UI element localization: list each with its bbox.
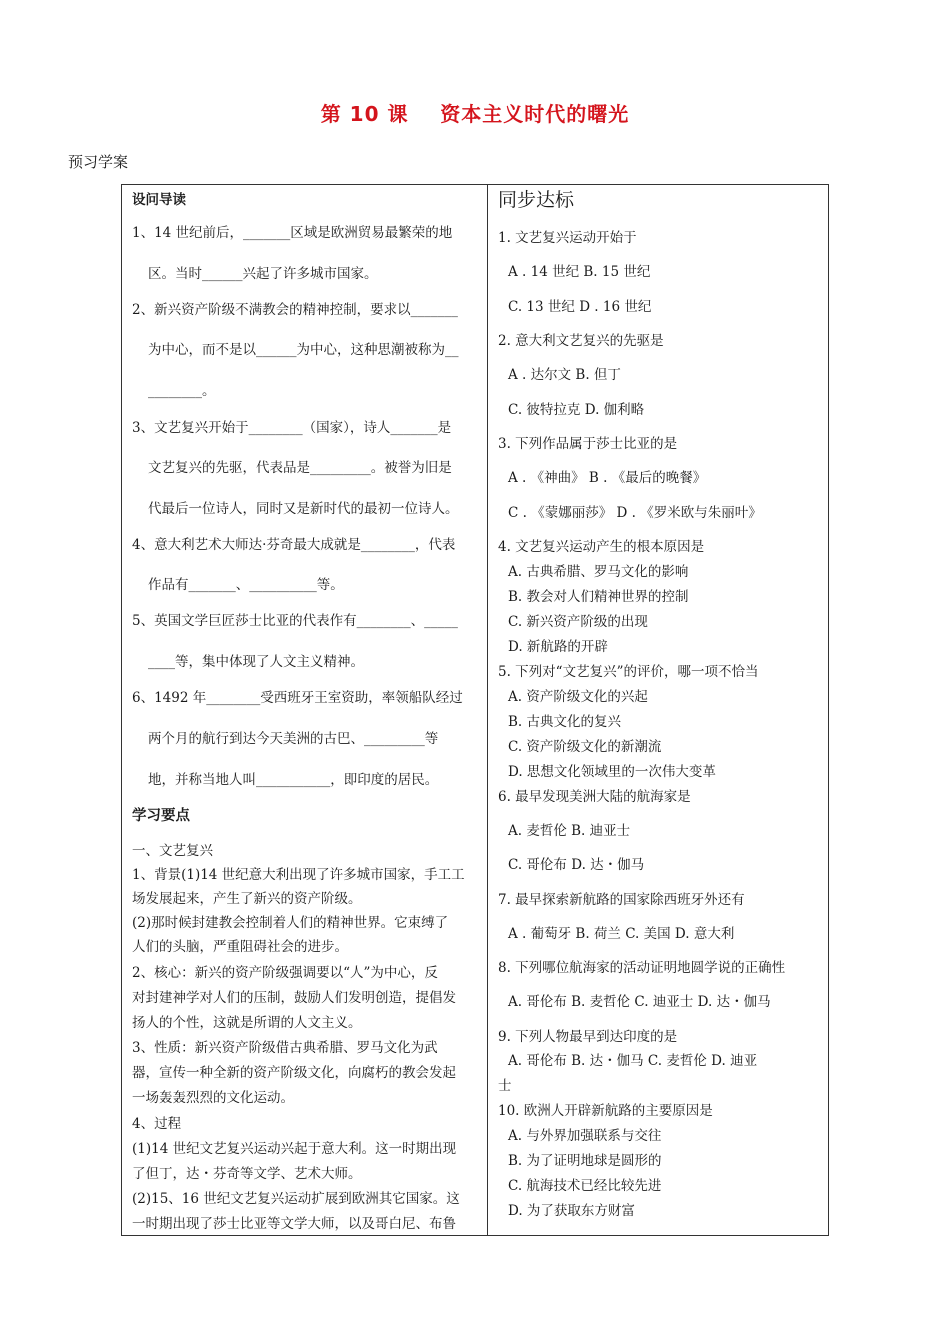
exercise-line: 1. 文艺复兴运动开始于	[498, 230, 637, 246]
exercise-line: C. 资产阶级文化的新潮流	[508, 739, 662, 755]
exercise-line: C . 《蒙娜丽莎》 D . 《罗米欧与朱丽叶》	[508, 505, 762, 521]
guide-line: 文艺复兴的先驱，代表品是_________。被誉为旧是	[148, 460, 452, 476]
exercise-line: A. 哥伦布 B. 麦哲伦 C. 迪亚士 D. 达・伽马	[508, 994, 771, 1010]
guide-line: 3、文艺复兴开始于________（国家），诗人_______是	[132, 420, 452, 436]
exercise-line: A. 与外界加强联系与交往	[508, 1128, 662, 1144]
exercise-line: 4. 文艺复兴运动产生的根本原因是	[498, 539, 705, 555]
guide-line: ____等，集中体现了人文主义精神。	[148, 654, 364, 670]
guide-line: 作品有_______、__________等。	[148, 577, 344, 593]
exercise-line: C. 彼特拉克 D. 伽利略	[508, 402, 645, 418]
exercise-line: 6. 最早发现美洲大陆的航海家是	[498, 789, 691, 805]
exercise-line: 9. 下列人物最早到达印度的是	[498, 1029, 678, 1045]
exercise-line: 5. 下列对“文艺复兴”的评价，哪一项不恰当	[498, 664, 759, 680]
exercise-line: A. 古典希腊、罗马文化的影响	[508, 564, 689, 580]
exercise-line: 7. 最早探索新航路的国家除西班牙外还有	[498, 892, 745, 908]
exercise-line: 10. 欧洲人开辟新航路的主要原因是	[498, 1103, 713, 1119]
guide-line: 两个月的航行到达今天美洲的古巴、_________等	[148, 731, 439, 747]
guide-line: 地，并称当地人叫___________，即印度的居民。	[148, 772, 439, 788]
exercise-line: 3. 下列作品属于莎士比亚的是	[498, 436, 678, 452]
key-point-line: 人们的头脑，严重阻碍社会的进步。	[132, 939, 348, 955]
exercise-line: A . 葡萄牙 B. 荷兰 C. 美国 D. 意大利	[508, 926, 735, 942]
guide-line: 区。当时______兴起了许多城市国家。	[148, 266, 378, 282]
key-point-line: 一时期出现了莎士比亚等文学大师，以及哥白尼、布鲁	[132, 1216, 456, 1232]
guide-line: 6、1492 年________受西班牙王室资助，率领船队经过	[132, 690, 463, 706]
key-point-line: (2)15、16 世纪文艺复兴运动扩展到欧洲其它国家。这	[132, 1191, 460, 1207]
key-point-line: 扬人的个性，这就是所谓的人文主义。	[132, 1015, 362, 1031]
exercise-line: D. 思想文化领域里的一次伟大变革	[508, 764, 716, 780]
exercise-line: C. 哥伦布 D. 达・伽马	[508, 857, 645, 873]
exercise-line: 士	[498, 1078, 512, 1094]
key-point-line: 器，宣传一种全新的资产阶级文化，向腐朽的教会发起	[132, 1065, 456, 1081]
guide-line: 代最后一位诗人，同时又是新时代的最初一位诗人。	[148, 501, 459, 517]
section-heading-guide: 设问导读	[132, 192, 186, 208]
key-point-line: 1、背景(1)14 世纪意大利出现了许多城市国家，手工工	[132, 867, 465, 883]
guide-line: 1、14 世纪前后，_______区域是欧洲贸易最繁荣的地	[132, 225, 453, 241]
exercise-line: D. 为了获取东方财富	[508, 1203, 635, 1219]
guide-line: 4、意大利艺术大师达·芬奇最大成就是________，代表	[132, 537, 456, 553]
exercise-line: B. 为了证明地球是圆形的	[508, 1153, 662, 1169]
key-point-line: 一场轰轰烈烈的文化运动。	[132, 1090, 294, 1106]
guide-line: 5、英国文学巨匠莎士比亚的代表作有________、_____	[132, 613, 458, 629]
exercise-line: 8. 下列哪位航海家的活动证明地圆学说的正确性	[498, 960, 786, 976]
exercise-line: A. 资产阶级文化的兴起	[508, 689, 648, 705]
key-point-line: 4、过程	[132, 1116, 182, 1132]
page-subtitle: 预习学案	[68, 153, 129, 171]
exercise-line: 2. 意大利文艺复兴的先驱是	[498, 333, 664, 349]
content-table	[121, 184, 829, 1236]
key-point-line: 了但丁，达・芬奇等文学、艺术大师。	[132, 1166, 362, 1182]
exercise-line: A . 《神曲》 B . 《最后的晚餐》	[508, 470, 707, 486]
guide-line: 为中心，而不是以______为中心，这种思潮被称为__	[148, 342, 459, 358]
section-heading-key-points: 学习要点	[132, 808, 190, 824]
exercise-line: C. 航海技术已经比较先进	[508, 1178, 662, 1194]
guide-line: 2、新兴资产阶级不满教会的精神控制，要求以_______	[132, 302, 458, 318]
exercise-line: C. 新兴资产阶级的出现	[508, 614, 648, 630]
key-point-line: 3、性质：新兴资产阶级借古典希腊、罗马文化为武	[132, 1040, 438, 1056]
exercise-line: A. 哥伦布 B. 达・伽马 C. 麦哲伦 D. 迪亚	[508, 1053, 758, 1069]
guide-line: ________。	[148, 383, 216, 399]
key-point-line: 对封建神学对人们的压制，鼓励人们发明创造，提倡发	[132, 990, 456, 1006]
exercise-line: A . 14 世纪 B. 15 世纪	[508, 264, 651, 280]
key-point-line: 一、文艺复兴	[132, 843, 213, 859]
section-heading-exercises: 同步达标	[498, 189, 575, 211]
page-title: 第 10 课 资本主义时代的曙光	[320, 102, 630, 126]
exercise-line: A. 麦哲伦 B. 迪亚士	[508, 823, 631, 839]
exercise-line: B. 古典文化的复兴	[508, 714, 622, 730]
key-point-line: 2、核心：新兴的资产阶级强调要以“人”为中心，反	[132, 965, 438, 981]
exercise-line: D. 新航路的开辟	[508, 639, 608, 655]
exercise-line: A . 达尔文 B. 但丁	[508, 367, 621, 383]
exercise-line: C. 13 世纪 D . 16 世纪	[508, 299, 652, 315]
key-point-line: (1)14 世纪文艺复兴运动兴起于意大利。这一时期出现	[132, 1141, 457, 1157]
key-point-line: 场发展起来，产生了新兴的资产阶级。	[132, 891, 362, 907]
column-divider	[487, 185, 488, 1235]
key-point-line: (2)那时候封建教会控制着人们的精神世界。它束缚了	[132, 915, 449, 931]
exercise-line: B. 教会对人们精神世界的控制	[508, 589, 689, 605]
